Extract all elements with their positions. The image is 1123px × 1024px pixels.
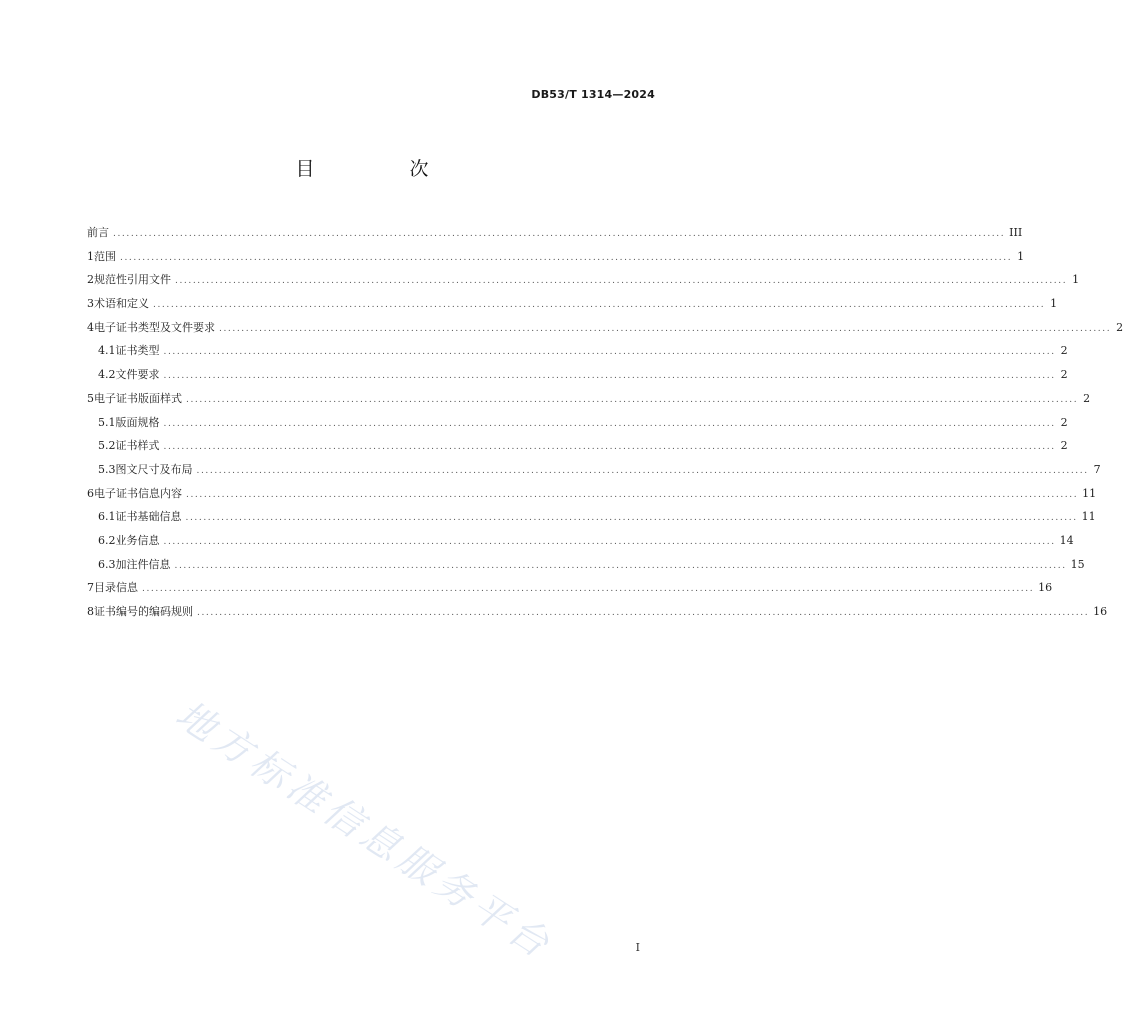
toc-entry-label: 术语和定义: [94, 297, 149, 311]
toc-leader-dots: ........................................................................................................................................................................................................: [186, 394, 1079, 405]
toc-leader-dots: ........................................................................................................................................................................................................: [113, 229, 1006, 239]
toc-entry[interactable]: [87, 600, 1108, 624]
toc-entry-number: 5.2: [98, 439, 116, 453]
toc-entry-label: 加注件信息: [115, 557, 171, 571]
toc-entry[interactable]: [87, 221, 1023, 245]
toc-entry-number: 3: [87, 297, 94, 311]
toc-entry[interactable]: [87, 316, 1123, 340]
toc-entry-label: 前言: [87, 226, 109, 239]
toc-leader-dots: ........................................................................................................................................................................................................: [163, 371, 1056, 382]
toc-entry[interactable]: [87, 339, 1068, 363]
toc-entry-label: 文件要求: [115, 368, 160, 382]
toc-entry[interactable]: [87, 576, 1053, 600]
page-number: I: [635, 941, 640, 954]
watermark: 地方标准信息服务平台: [168, 691, 562, 969]
toc-entry-label: 电子证书版面样式: [94, 391, 182, 405]
toc-entry-number: 6: [87, 486, 94, 500]
toc-leader-dots: ........................................................................................................................................................................................................: [186, 489, 1079, 500]
toc-entry-page: 14: [1059, 533, 1074, 547]
toc-leader-dots: ........................................................................................................................................................................................................: [175, 276, 1068, 287]
toc-entry-label: 范围: [94, 249, 116, 263]
toc-entry-number: 6.3: [98, 557, 116, 571]
toc-entry[interactable]: [87, 529, 1074, 553]
toc-entry-number: 7: [87, 581, 94, 595]
toc-leader-dots: ........................................................................................................................................................................................................: [185, 513, 1078, 524]
toc-entry-number: 4.2: [98, 368, 116, 382]
toc-entry-label: 证书编号的编码规则: [94, 605, 193, 618]
toc-entry[interactable]: [87, 245, 1025, 269]
toc-entry-label: 规范性引用文件: [94, 273, 171, 287]
toc-entry[interactable]: [87, 505, 1096, 529]
table-of-contents: [87, 221, 1123, 624]
toc-entry-page: 1: [1072, 273, 1080, 287]
toc-leader-dots: ........................................................................................................................................................................................................: [153, 300, 1046, 311]
toc-entry[interactable]: [87, 268, 1080, 292]
toc-leader-dots: ........................................................................................................................................................................................................: [219, 323, 1112, 334]
toc-entry-label: 电子证书类型及文件要求: [94, 320, 215, 334]
toc-entry[interactable]: [87, 411, 1068, 435]
toc-entry-page: 16: [1093, 605, 1108, 618]
toc-entry-page: 2: [1116, 320, 1123, 334]
toc-leader-dots: ........................................................................................................................................................................................................: [163, 442, 1056, 453]
toc-entry[interactable]: [87, 434, 1068, 458]
toc-entry-page: 1: [1050, 297, 1058, 311]
toc-entry-label: 电子证书信息内容: [94, 486, 182, 500]
toc-entry[interactable]: [87, 553, 1085, 577]
toc-entry-page: 2: [1060, 415, 1068, 429]
toc-leader-dots: ........................................................................................................................................................................................................: [120, 252, 1013, 263]
toc-leader-dots: ........................................................................................................................................................................................................: [197, 608, 1090, 618]
toc-entry-number: 5.3: [98, 462, 116, 476]
toc-entry-page: III: [1009, 226, 1023, 239]
toc-entry-number: 8: [87, 605, 94, 618]
toc-entry-number: 4: [87, 320, 94, 334]
toc-entry-page: 2: [1060, 439, 1068, 453]
toc-entry-number: 2: [87, 273, 94, 287]
toc-entry-label: 证书基础信息: [115, 510, 182, 524]
toc-entry-page: 11: [1082, 486, 1097, 500]
toc-entry-number: 5.1: [98, 415, 116, 429]
toc-entry-label: 证书类型: [115, 344, 160, 358]
toc-entry-label: 证书样式: [115, 439, 160, 453]
toc-entry-number: 4.1: [98, 344, 116, 358]
toc-entry[interactable]: [87, 458, 1101, 482]
toc-entry[interactable]: [87, 482, 1097, 506]
toc-entry-page: 2: [1060, 368, 1068, 382]
toc-entry-page: 2: [1083, 391, 1091, 405]
toc-entry-page: 15: [1070, 557, 1085, 571]
toc-leader-dots: ........................................................................................................................................................................................................: [163, 536, 1056, 547]
toc-entry-number: 6.1: [98, 510, 116, 524]
page-title: 目 次: [295, 158, 467, 180]
toc-entry-number: 5: [87, 391, 94, 405]
toc-entry-label: 图文尺寸及布局: [115, 462, 193, 476]
toc-entry-number: 1: [87, 249, 94, 263]
toc-leader-dots: ........................................................................................................................................................................................................: [163, 347, 1056, 358]
toc-entry-number: 6.2: [98, 533, 116, 547]
toc-entry-label: 业务信息: [115, 533, 160, 547]
toc-leader-dots: ........................................................................................................................................................................................................: [142, 584, 1035, 595]
document-id: DB53/T 1314—2024: [531, 88, 655, 101]
toc-entry-page: 7: [1093, 462, 1101, 476]
toc-entry-label: 目录信息: [94, 581, 138, 595]
toc-leader-dots: ........................................................................................................................................................................................................: [196, 465, 1089, 476]
toc-entry[interactable]: [87, 363, 1068, 387]
toc-entry-page: 2: [1060, 344, 1068, 358]
toc-entry-page: 1: [1017, 249, 1025, 263]
toc-entry-page: 11: [1081, 510, 1096, 524]
toc-entry-page: 16: [1038, 581, 1053, 595]
toc-entry-label: 版面规格: [115, 415, 160, 429]
toc-entry[interactable]: [87, 292, 1058, 316]
toc-leader-dots: ........................................................................................................................................................................................................: [163, 418, 1056, 429]
toc-leader-dots: ........................................................................................................................................................................................................: [174, 560, 1067, 571]
toc-entry[interactable]: [87, 387, 1091, 411]
